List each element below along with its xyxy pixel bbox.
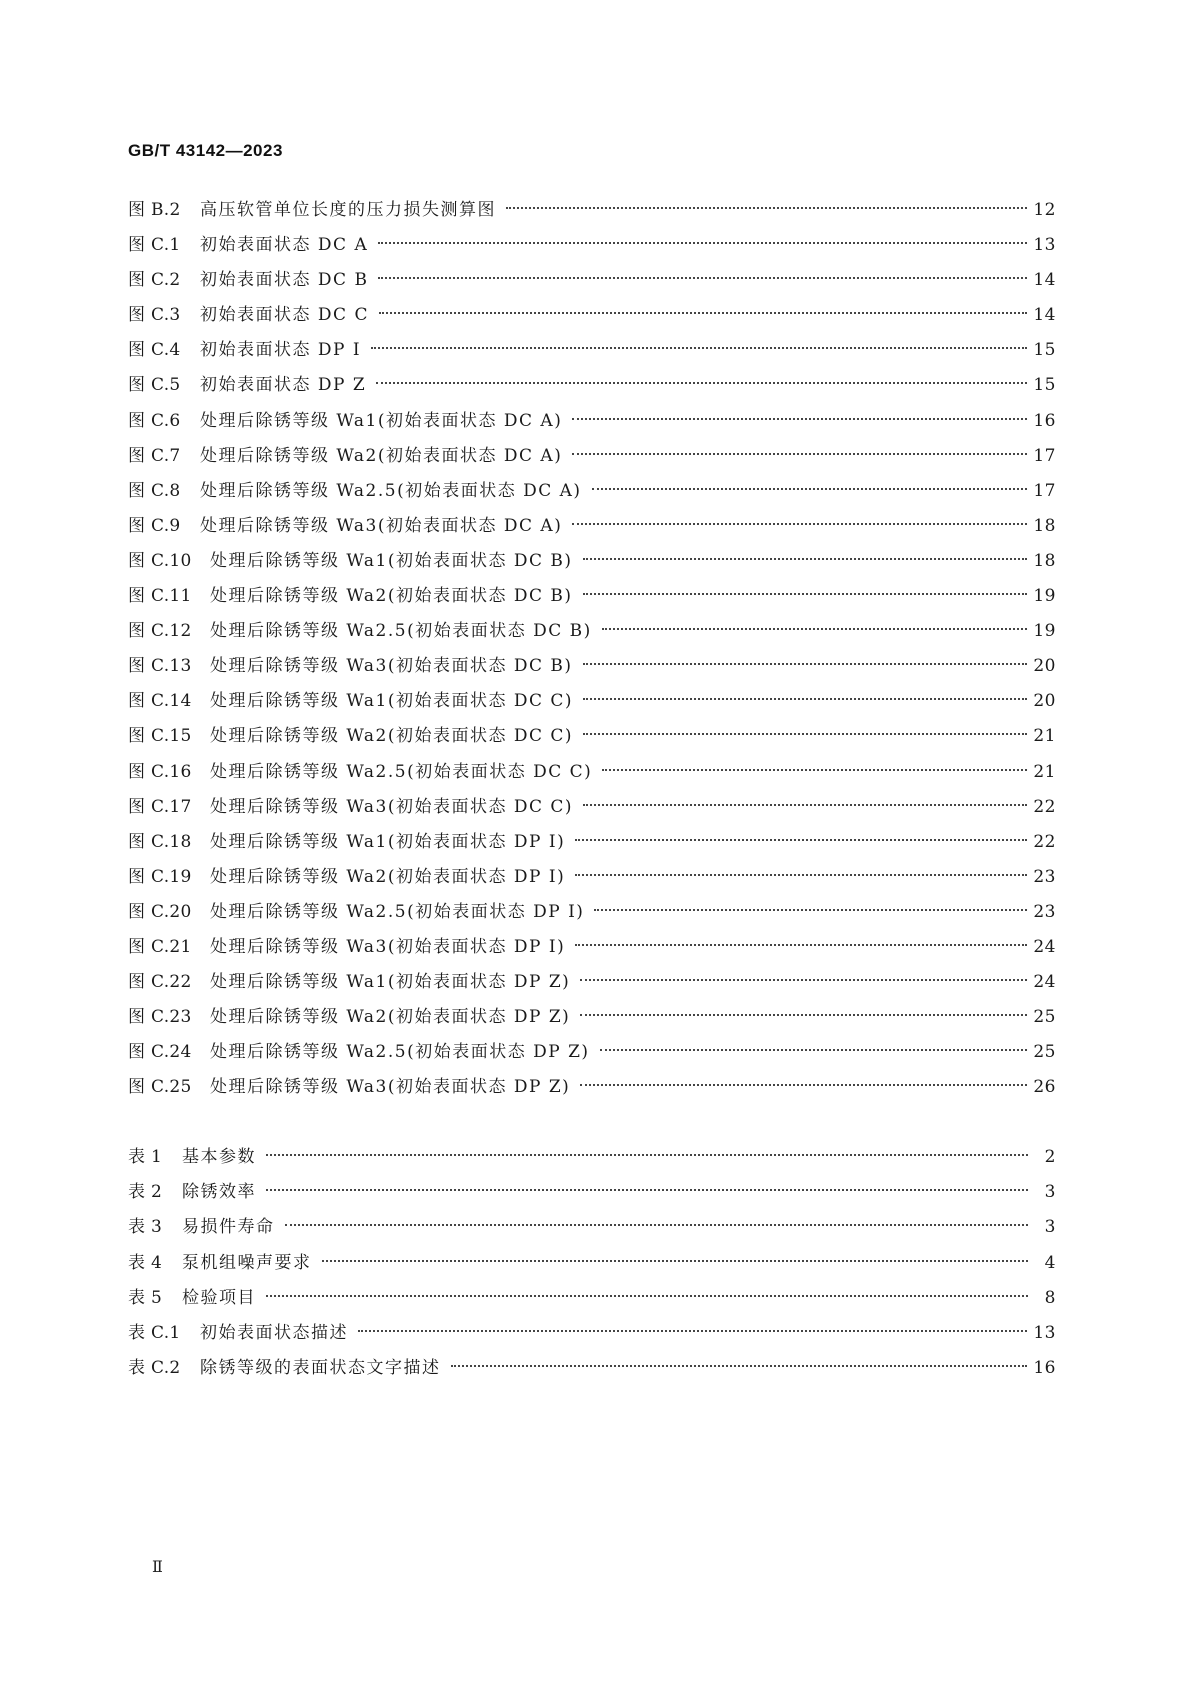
dot-leader [580, 1014, 1027, 1016]
dot-leader [580, 1084, 1027, 1086]
figure-entry[interactable] [128, 719, 1056, 754]
table-page-number: 3 [1044, 1217, 1056, 1238]
table-entry[interactable] [128, 1140, 1056, 1175]
figure-number: 图 C.4 [128, 340, 181, 361]
figure-title: 高压软管单位长度的压力损失测算图 [200, 200, 496, 220]
table-title: 泵机组噪声要求 [182, 1252, 312, 1273]
figure-page-number: 15 [1033, 340, 1056, 361]
figure-entry[interactable] [128, 228, 1056, 263]
figure-number: 图 C.8 [128, 480, 181, 501]
dot-leader [378, 242, 1027, 244]
figure-number: 图 C.6 [128, 410, 181, 431]
table-entry[interactable] [128, 1351, 1056, 1386]
figure-title: 初始表面状态 DP I [200, 340, 362, 361]
table-page-number: 16 [1033, 1358, 1056, 1379]
figure-title: 处理后除锈等级 Wa3(初始表面状态 DP I) [210, 936, 566, 957]
dot-leader [371, 347, 1027, 349]
dot-leader [575, 944, 1027, 946]
dot-leader [572, 418, 1027, 420]
figure-page-number: 20 [1033, 691, 1056, 712]
figure-page-number: 19 [1033, 586, 1056, 607]
dot-leader [583, 733, 1027, 735]
figure-entry[interactable] [128, 755, 1056, 790]
figure-title: 处理后除锈等级 Wa3(初始表面状态 DC C) [210, 796, 574, 817]
figure-page-number: 18 [1033, 515, 1056, 536]
figure-title: 处理后除锈等级 Wa1(初始表面状态 DP Z) [210, 972, 571, 993]
figure-title: 处理后除锈等级 Wa3(初始表面状态 DC A) [200, 515, 563, 536]
figure-entry[interactable] [128, 614, 1056, 649]
figure-number: 图 C.25 [128, 1077, 192, 1098]
dot-leader [583, 593, 1028, 595]
figure-entry[interactable] [128, 649, 1056, 684]
figure-number: 图 C.24 [128, 1042, 192, 1063]
dot-leader [358, 1330, 1027, 1332]
figure-number: 图 C.15 [128, 726, 192, 747]
figure-number: 图 C.20 [128, 901, 192, 922]
dot-leader [266, 1189, 1028, 1191]
dot-leader [506, 207, 1027, 209]
figure-title: 处理后除锈等级 Wa2(初始表面状态 DC C) [210, 726, 574, 747]
figure-title: 处理后除锈等级 Wa3(初始表面状态 DP Z) [210, 1077, 571, 1098]
figure-title: 处理后除锈等级 Wa1(初始表面状态 DC B) [210, 550, 573, 571]
figure-number: 图 C.12 [128, 621, 192, 642]
figure-page-number: 13 [1033, 235, 1056, 256]
table-number: 表 5 [128, 1287, 163, 1308]
figure-page-number: 20 [1033, 656, 1056, 677]
table-number: 表 1 [128, 1147, 163, 1167]
table-page-number: 3 [1044, 1182, 1056, 1203]
figure-entry[interactable] [128, 860, 1056, 895]
dot-leader [600, 1049, 1028, 1051]
figure-page-number: 14 [1033, 305, 1056, 326]
table-page-number: 8 [1044, 1287, 1056, 1308]
figure-entry[interactable] [128, 1070, 1056, 1105]
table-entry[interactable] [128, 1210, 1056, 1245]
dot-leader [451, 1365, 1028, 1367]
figure-title: 处理后除锈等级 Wa2(初始表面状态 DP I) [210, 866, 566, 887]
figure-number: 图 C.16 [128, 761, 192, 782]
dot-leader [583, 558, 1028, 560]
figure-page-number: 22 [1033, 831, 1056, 852]
table-entry[interactable] [128, 1246, 1056, 1281]
figure-entry[interactable] [128, 684, 1056, 719]
figure-page-number: 23 [1033, 901, 1056, 922]
figure-entry[interactable] [128, 263, 1056, 298]
dot-leader [379, 312, 1027, 314]
dot-leader [580, 979, 1027, 981]
figure-page-number: 21 [1033, 761, 1056, 782]
figure-entry[interactable] [128, 509, 1056, 544]
figure-entry[interactable] [128, 1035, 1056, 1070]
figure-number: 图 B.2 [128, 200, 181, 220]
figure-title: 处理后除锈等级 Wa2.5(初始表面状态 DP Z) [210, 1042, 590, 1063]
figure-title: 初始表面状态 DC B [200, 270, 369, 291]
figure-entry[interactable] [128, 930, 1056, 965]
figure-title: 处理后除锈等级 Wa1(初始表面状态 DC A) [200, 410, 563, 431]
figure-number: 图 C.22 [128, 972, 192, 993]
dot-leader [594, 909, 1027, 911]
figure-page-number: 22 [1033, 796, 1056, 817]
figure-number: 图 C.2 [128, 270, 181, 291]
table-number: 表 2 [128, 1182, 163, 1203]
dot-leader [572, 523, 1027, 525]
figure-title: 处理后除锈等级 Wa2.5(初始表面状态 DC B) [210, 621, 592, 642]
figure-entry[interactable] [128, 544, 1056, 579]
figure-title: 处理后除锈等级 Wa2.5(初始表面状态 DC C) [210, 761, 593, 782]
figure-page-number: 24 [1033, 936, 1056, 957]
figure-number: 图 C.7 [128, 445, 181, 466]
dot-leader [376, 382, 1027, 384]
figure-entry[interactable] [128, 895, 1056, 930]
table-entry[interactable] [128, 1281, 1056, 1316]
figure-title: 处理后除锈等级 Wa2.5(初始表面状态 DP I) [210, 901, 585, 922]
table-number: 表 4 [128, 1252, 163, 1273]
standard-code-header: GB/T 43142—2023 [128, 141, 283, 160]
figure-number: 图 C.23 [128, 1007, 192, 1028]
figure-title: 处理后除锈等级 Wa2(初始表面状态 DP Z) [210, 1007, 571, 1028]
figure-number: 图 C.1 [128, 235, 181, 256]
dot-leader [583, 698, 1027, 700]
figure-entry[interactable] [128, 790, 1056, 825]
dot-leader [572, 453, 1027, 455]
figure-entry[interactable] [128, 825, 1056, 860]
figure-page-number: 12 [1033, 200, 1056, 220]
figure-number: 图 C.10 [128, 550, 192, 571]
figure-page-number: 24 [1033, 972, 1056, 993]
figure-page-number: 25 [1033, 1042, 1056, 1063]
figure-title: 初始表面状态 DC A [200, 235, 369, 256]
figure-page-number: 17 [1033, 480, 1056, 501]
table-entry[interactable] [128, 1316, 1056, 1351]
figure-number: 图 C.18 [128, 831, 192, 852]
figure-number: 图 C.9 [128, 515, 181, 536]
figure-page-number: 14 [1033, 270, 1056, 291]
dot-leader [266, 1154, 1028, 1156]
dot-leader [266, 1295, 1028, 1297]
figure-page-number: 25 [1033, 1007, 1056, 1028]
figure-title: 处理后除锈等级 Wa2(初始表面状态 DC B) [210, 586, 573, 607]
dot-leader [583, 804, 1027, 806]
figure-page-number: 23 [1033, 866, 1056, 887]
table-number: 表 C.2 [128, 1358, 181, 1379]
table-title: 除锈效率 [182, 1182, 256, 1203]
table-list [128, 1140, 1056, 1386]
figure-number: 图 C.13 [128, 656, 192, 677]
table-title: 初始表面状态描述 [200, 1322, 348, 1343]
figure-title: 初始表面状态 DC C [200, 305, 369, 326]
dot-leader [602, 769, 1027, 771]
figure-list [128, 193, 1056, 1105]
figure-entry[interactable] [128, 1000, 1056, 1035]
figure-page-number: 17 [1033, 445, 1056, 466]
figure-entry[interactable] [128, 404, 1056, 439]
figure-page-number: 16 [1033, 410, 1056, 431]
figure-title: 处理后除锈等级 Wa3(初始表面状态 DC B) [210, 656, 573, 677]
dot-leader [378, 277, 1027, 279]
dot-leader [575, 874, 1027, 876]
table-page-number: 4 [1044, 1252, 1056, 1273]
table-page-number: 13 [1033, 1322, 1056, 1343]
figure-number: 图 C.11 [128, 586, 192, 607]
figure-page-number: 18 [1033, 550, 1056, 571]
table-title: 检验项目 [182, 1287, 256, 1308]
figure-entry[interactable] [128, 439, 1056, 474]
figure-entry[interactable] [128, 474, 1056, 509]
figure-title: 处理后除锈等级 Wa1(初始表面状态 DC C) [210, 691, 574, 712]
figure-entry[interactable] [128, 193, 1056, 228]
dot-leader [583, 663, 1028, 665]
figure-entry[interactable] [128, 368, 1056, 403]
figure-title: 处理后除锈等级 Wa1(初始表面状态 DP I) [210, 831, 566, 852]
page-number-footer: Ⅱ [152, 1557, 163, 1576]
figure-number: 图 C.21 [128, 936, 192, 957]
figure-page-number: 15 [1033, 375, 1056, 396]
figure-number: 图 C.14 [128, 691, 192, 712]
table-title: 除锈等级的表面状态文字描述 [200, 1358, 441, 1379]
table-title: 易损件寿命 [182, 1217, 275, 1238]
figure-number: 图 C.5 [128, 375, 181, 396]
figure-number: 图 C.19 [128, 866, 192, 887]
table-entry[interactable] [128, 1175, 1056, 1210]
figure-page-number: 19 [1033, 621, 1056, 642]
table-number: 表 3 [128, 1217, 163, 1238]
figure-title: 初始表面状态 DP Z [200, 375, 367, 396]
figure-entry[interactable] [128, 333, 1056, 368]
dot-leader [592, 488, 1028, 490]
dot-leader [322, 1260, 1029, 1262]
figure-title: 处理后除锈等级 Wa2(初始表面状态 DC A) [200, 445, 563, 466]
figure-entry[interactable] [128, 965, 1056, 1000]
figure-entry[interactable] [128, 579, 1056, 614]
figure-page-number: 21 [1033, 726, 1056, 747]
dot-leader [575, 839, 1027, 841]
dot-leader [285, 1224, 1029, 1226]
dot-leader [602, 628, 1028, 630]
table-page-number: 2 [1044, 1147, 1056, 1167]
table-title: 基本参数 [182, 1147, 256, 1167]
table-number: 表 C.1 [128, 1322, 181, 1343]
figure-number: 图 C.17 [128, 796, 192, 817]
figure-entry[interactable] [128, 298, 1056, 333]
figure-title: 处理后除锈等级 Wa2.5(初始表面状态 DC A) [200, 480, 582, 501]
figure-number: 图 C.3 [128, 305, 181, 326]
figure-page-number: 26 [1033, 1077, 1056, 1098]
